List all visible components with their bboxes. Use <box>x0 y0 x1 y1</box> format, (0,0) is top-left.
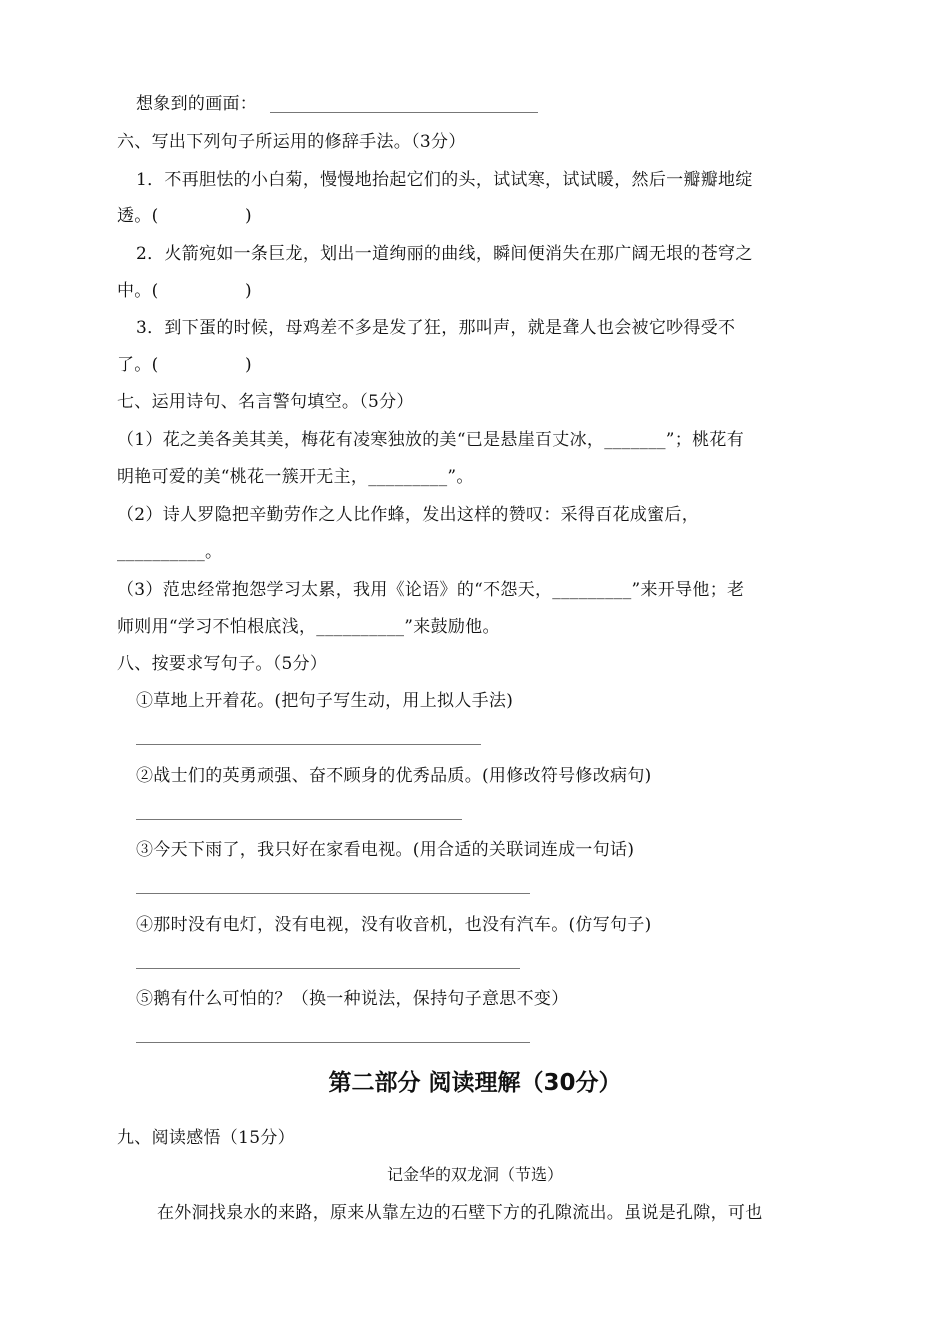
s8-item-1: ①草地上开着花。(把句子写生动，用上拟人手法) <box>136 691 514 711</box>
s8-item-2: ②战士们的英勇顽强、奋不顾身的优秀品质。(用修改符号修改病句) <box>136 766 652 786</box>
s8-item-1-answer-line[interactable] <box>136 744 481 745</box>
s8-item-3: ③今天下雨了，我只好在家看电视。(用合适的关联词连成一句话) <box>136 840 635 860</box>
s8-item-2-answer-line[interactable] <box>136 819 462 820</box>
s6-item-3-line2: 了。( ) <box>117 355 252 375</box>
s7-q3-line2: 师则用“学习不怕根底浅，__________”来鼓励他。 <box>117 617 500 637</box>
s6-item-3-line1: 3．到下蛋的时候，母鸡差不多是发了狂，那叫声，就是聋人也会被它吵得受不 <box>136 318 736 338</box>
s7-q1-line1: （1）花之美各美其美，梅花有凌寒独放的美“已是悬崖百丈冰，_______”；桃花有 <box>117 430 744 450</box>
part-2-title: 第二部分 阅读理解（30分） <box>328 1070 622 1096</box>
imagined-scene-label <box>136 92 257 116</box>
section-7-heading: 七、运用诗句、名言警句填空。（5分） <box>117 392 414 412</box>
s8-item-4: ④那时没有电灯，没有电视，没有收音机，也没有汽车。(仿写句子) <box>136 915 652 935</box>
s8-item-5-answer-line[interactable] <box>136 1042 530 1043</box>
s7-q2-line2: __________。 <box>117 542 223 562</box>
section-6-heading: 六、写出下列句子所运用的修辞手法。（3分） <box>117 132 466 152</box>
s8-item-4-answer-line[interactable] <box>136 968 520 969</box>
passage-title: 记金华的双龙洞（节选） <box>386 1165 563 1184</box>
s6-item-1-line1: 1．不再胆怯的小白菊，慢慢地抬起它们的头，试试寒，试试暖，然后一瓣瓣地绽 <box>136 170 753 190</box>
s6-item-1-line2: 透。( ) <box>117 206 252 226</box>
imagined-scene-blank[interactable] <box>270 112 538 113</box>
s7-q2-line1: （2）诗人罗隐把辛勤劳作之人比作蜂，发出这样的赞叹：采得百花成蜜后， <box>117 505 700 525</box>
s7-q1-line2: 明艳可爱的美“桃花一簇开无主，_________”。 <box>117 467 474 487</box>
s7-q3-line1: （3）范忠经常抱怨学习太累，我用《论语》的“不怨天，_________”来开导他；老 <box>117 580 745 600</box>
s6-item-2-line2: 中。( ) <box>117 281 252 301</box>
s6-item-2-line1: 2．火箭宛如一条巨龙，划出一道绚丽的曲线，瞬间便消失在那广阔无垠的苍穹之 <box>136 244 753 264</box>
section-9-heading: 九、阅读感悟（15分） <box>117 1128 295 1148</box>
passage-line-1: 在外洞找泉水的来路，原来从靠左边的石壁下方的孔隙流出。虽说是孔隙，可也 <box>157 1203 763 1223</box>
s8-item-5: ⑤鹅有什么可怕的？（换一种说法，保持句子意思不变） <box>136 989 569 1009</box>
section-8-heading: 八、按要求写句子。（5分） <box>117 654 328 674</box>
imagined-scene-text: 想象到的画面： <box>136 94 258 114</box>
s8-item-3-answer-line[interactable] <box>136 893 530 894</box>
